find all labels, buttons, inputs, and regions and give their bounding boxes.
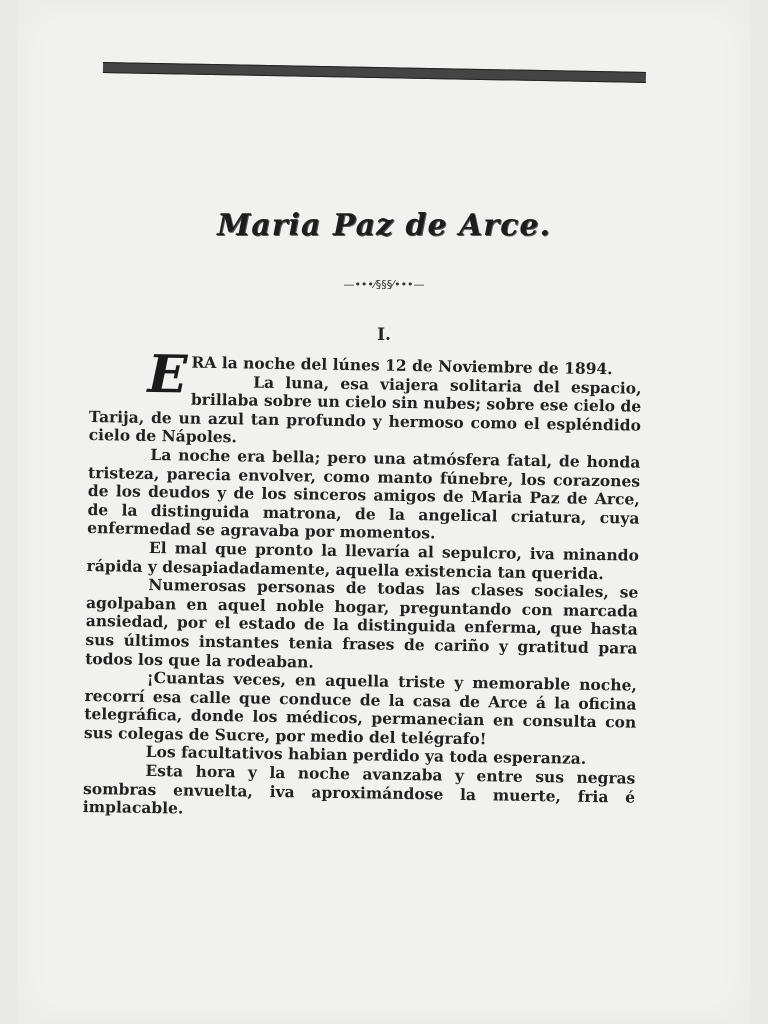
body-text — [82, 343, 642, 825]
chapter-title: Maria Paz de Arce. — [217, 208, 551, 243]
paragraph: La luna, esa viajera solitaria del espacio, brillaba sobre un cielo sin nubes; sobre ese cielo de Tarija, de un azul tan profundo y hermoso como el espléndido cielo de Nápoles. — [88, 372, 642, 447]
paragraph-text: RA la noche del lúnes 12 de Noviembre de 1894. — [191, 352, 613, 379]
title-ornament: —•••⁄§§§⁄•••— — [343, 278, 425, 291]
paragraph: ¡Cuantas veces, en aquella triste y memorable noche, recorrí esa calle que conduce de la casa de Arce á la oficina telegráfica, donde los médicos, permanecian en consulta con sus colegas de Sucre, por medio del telégrafo! — [83, 668, 637, 749]
paragraph: La noche era bella; pero una atmósfera fatal, de honda tristeza, parecia envolver, como manto fúnebre, los corazones de los deudos y de los sinceros amigos de Maria Paz de Arce, de la distinguida matrona, de la angelical criatura, cuya enfermedad se agravaba por momentos. — [87, 444, 641, 543]
paragraph: Los facultativos habian perdido ya toda esperanza. — [145, 742, 587, 769]
paragraph: El mal que pronto la llevaría al sepulcro, iva minando rápida y desapiadadamente, aquella existencia tan querida. — [86, 537, 640, 583]
paragraph: Esta hora y la noche avanzaba y entre sus negras sombras envuelta, iva aproximándose la muerte, fria é implacable. — [82, 760, 636, 818]
section-number: I. — [377, 325, 391, 345]
drop-cap: E — [147, 343, 188, 406]
paragraph: Numerosas personas de todas las clases sociales, se agolpaban en aquel noble hogar, preguntando con marcada ansiedad, por el estado de la distinguida enferma, que hasta sus últimos instantes tenia frases de cariño y gratitud para todos los que la rodeaban. — [85, 575, 639, 672]
